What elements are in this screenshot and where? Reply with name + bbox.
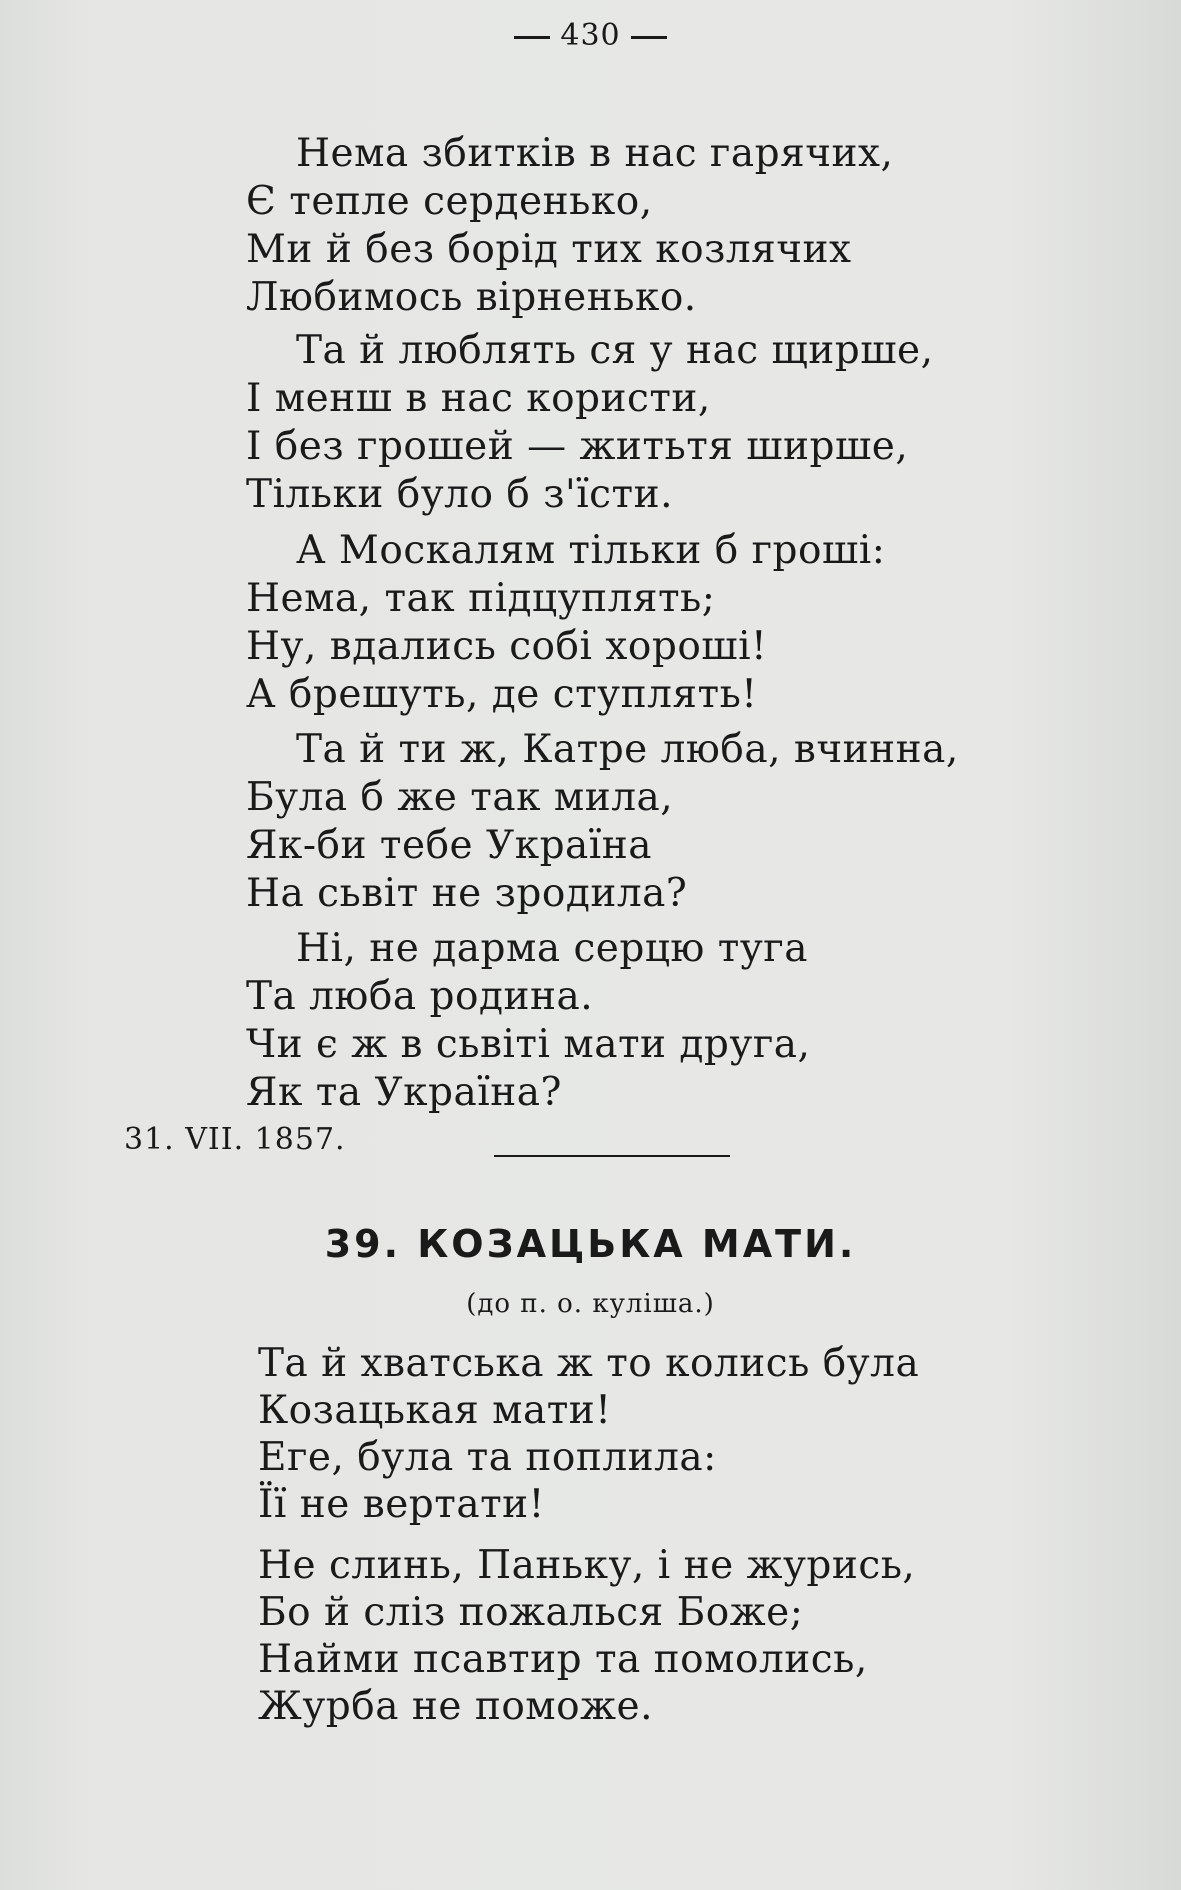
verse-line: І менш в нас користи,: [246, 376, 711, 421]
verse-line: На сьвіт не зродила?: [246, 871, 688, 916]
verse-line: А брешуть, де ступлять!: [246, 672, 758, 717]
verse-line: Ну, вдались собі хороші!: [246, 624, 768, 669]
poem-title: 39. КОЗАЦЬКА МАТИ.: [324, 1222, 857, 1266]
stanza-2: [246, 327, 1046, 519]
stanza-5: [246, 925, 1046, 1117]
verse-line: А Москалям тільки б гроші:: [296, 528, 886, 573]
stanza-4: [246, 726, 1046, 918]
verse-line: Не слинь, Паньку, і не журись,: [258, 1543, 916, 1588]
verse-line: І без грошей — житьтя ширше,: [246, 424, 909, 469]
verse-line: Як-би тебе Україна: [246, 823, 653, 868]
verse-line: Як та Україна?: [246, 1070, 562, 1115]
poem-date: 31. VII. 1857.: [124, 1122, 346, 1157]
verse-line: Ми й без борід тих козлячих: [246, 227, 852, 272]
poem-dedication: (до п. о. куліша.): [466, 1289, 715, 1319]
verse-line: Є тепле серденько,: [246, 179, 653, 224]
verse-line: Була б же так мила,: [246, 775, 674, 820]
verse-line: Козацькая мати!: [258, 1388, 612, 1433]
verse-line: Тільки було б з'їсти.: [246, 472, 673, 517]
verse-line: Еге, була та поплила:: [258, 1435, 717, 1480]
right-dash: [631, 36, 667, 39]
page-number-header: [0, 18, 1181, 53]
verse-line: Її не вертати!: [258, 1482, 545, 1527]
verse-line: Та люба родина.: [246, 974, 594, 1019]
poem2-stanza-1: [258, 1340, 1058, 1528]
section-divider: [494, 1155, 730, 1157]
verse-line: Нема, так підцуплять;: [246, 576, 716, 621]
verse-line: Журба не поможе.: [258, 1684, 653, 1729]
stanza-3: [246, 527, 1046, 719]
stanza-1: [246, 130, 1046, 322]
left-dash: [514, 36, 550, 39]
verse-line: Любимось вірненько.: [246, 275, 697, 320]
verse-line: Бо й сліз пожалься Боже;: [258, 1590, 804, 1635]
verse-line: Нема збитків в нас гарячих,: [296, 131, 894, 176]
verse-line: Та й люблять ся у нас щирше,: [296, 328, 934, 373]
verse-line: Ні, не дарма серцю туга: [296, 926, 808, 971]
verse-line: Чи є ж в сьвіті мати друга,: [246, 1022, 811, 1067]
page-number: 430: [560, 18, 621, 53]
verse-line: Та й хватська ж то колись була: [258, 1341, 920, 1386]
poem2-stanza-2: [258, 1542, 1058, 1730]
verse-line: Найми псавтир та помолись,: [258, 1637, 868, 1682]
verse-line: Та й ти ж, Катре люба, вчинна,: [296, 727, 959, 772]
